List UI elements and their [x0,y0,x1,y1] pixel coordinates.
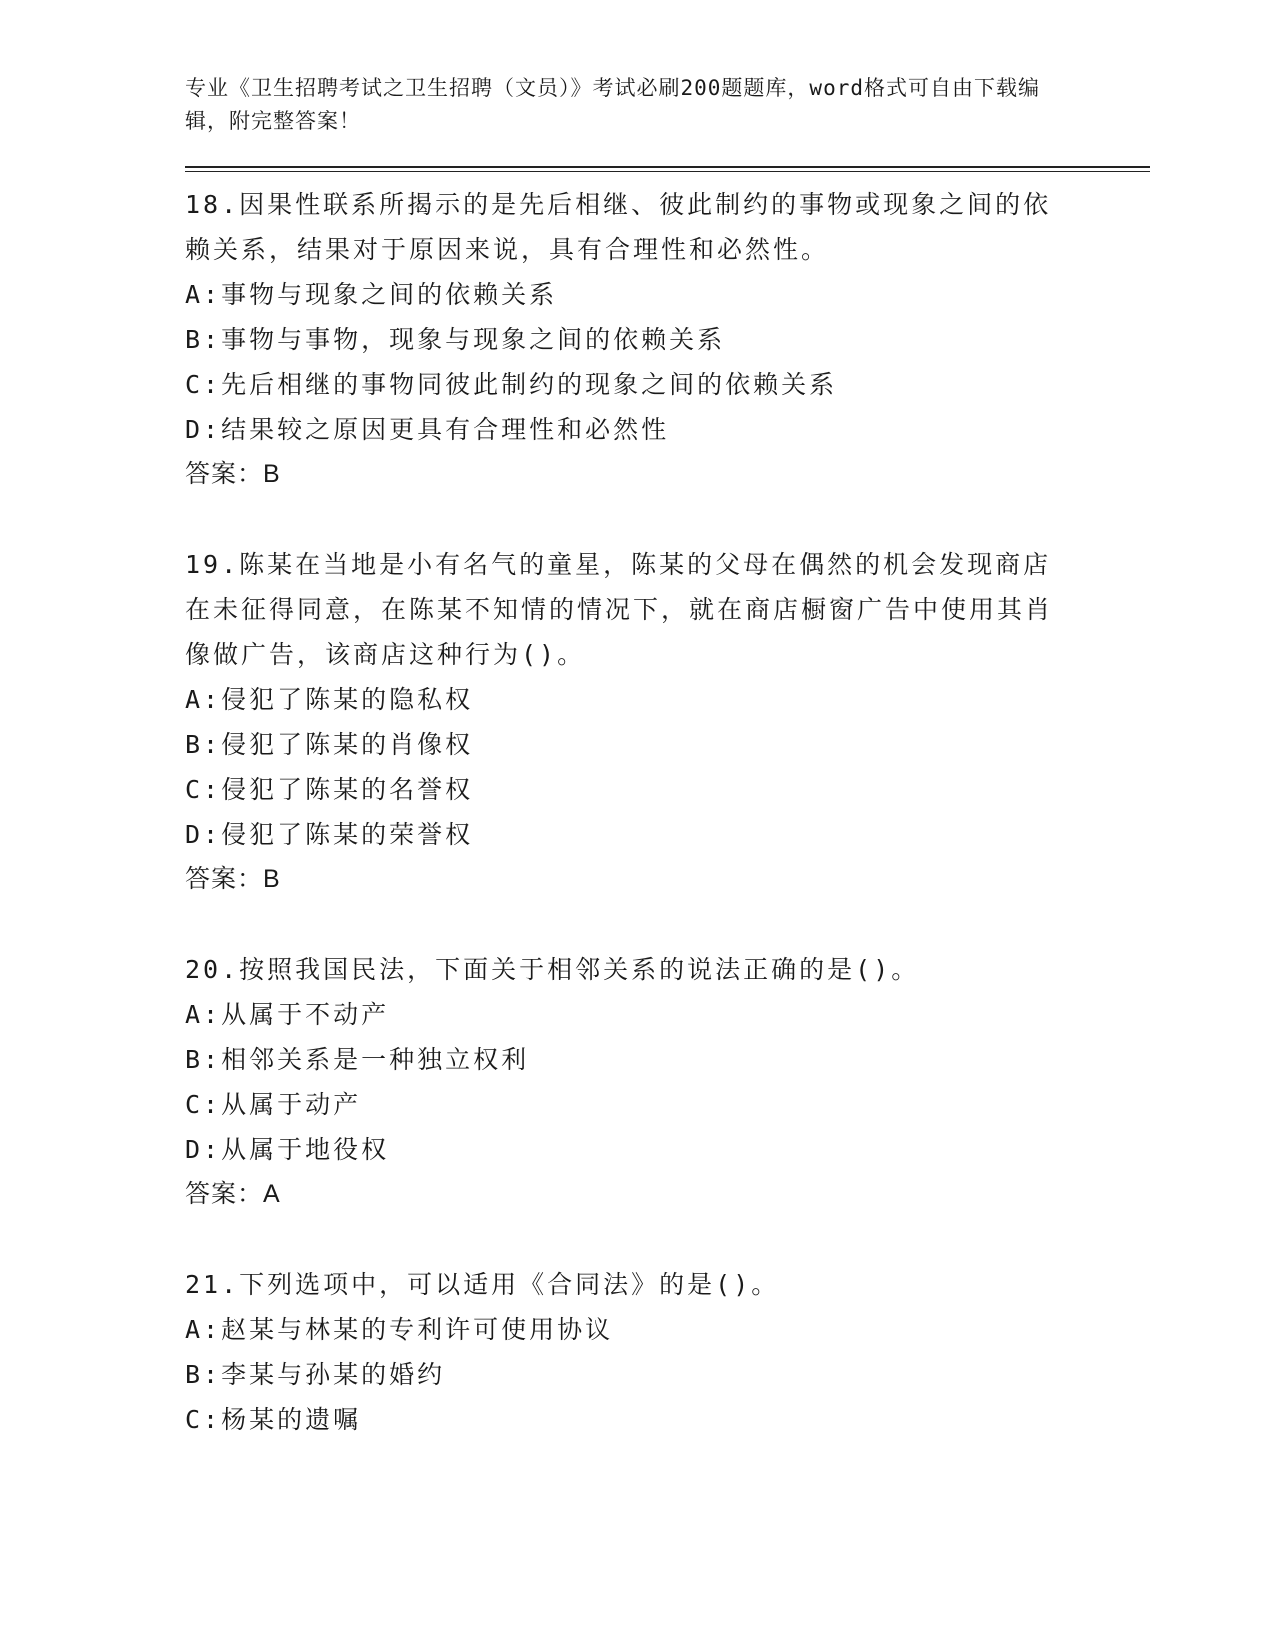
option-text: 从属于地役权 [221,1135,390,1164]
option-letter: D: [185,1135,222,1164]
option-a [185,992,1150,1037]
option-letter: A: [185,1000,222,1029]
option-text: 李某与孙某的婚约 [221,1360,446,1389]
option-letter: C: [185,370,222,399]
option-text: 从属于不动产 [221,1000,390,1029]
option-text: 事物与现象之间的依赖关系 [221,280,558,309]
option-text: 先后相继的事物同彼此制约的现象之间的依赖关系 [221,370,838,399]
option-b [185,317,1150,362]
option-text: 侵犯了陈某的肖像权 [221,730,474,759]
question-answer: 答案：B [185,460,281,488]
option-c [185,362,1150,407]
option-a [185,1307,1150,1352]
option-letter: B: [185,730,222,759]
question-18 [185,182,1150,497]
option-d [185,407,1150,452]
question-21 [185,1262,1150,1442]
option-letter: B: [185,1360,222,1389]
option-letter: B: [185,1045,222,1074]
question-stem: 18.因果性联系所揭示的是先后相继、彼此制约的事物或现象之间的依赖关系，结果对于原因来说，具有合理性和必然性。 [185,190,1052,264]
option-b [185,1037,1150,1082]
option-letter: C: [185,1405,222,1434]
question-list [185,182,1150,1442]
option-a [185,272,1150,317]
option-letter: A: [185,685,222,714]
option-letter: D: [185,820,222,849]
document-header: 专业《卫生招聘考试之卫生招聘（文员）》考试必刷200题题库，word格式可自由下载编辑，附完整答案！ [185,76,1040,133]
option-text: 相邻关系是一种独立权利 [221,1045,530,1074]
option-letter: B: [185,325,222,354]
option-letter: C: [185,1090,222,1119]
option-text: 从属于动产 [221,1090,362,1119]
header-divider [185,166,1150,172]
question-19 [185,542,1150,902]
question-answer: 答案：B [185,865,281,893]
option-text: 结果较之原因更具有合理性和必然性 [221,415,670,444]
option-d [185,812,1150,857]
question-answer: 答案：A [185,1180,281,1208]
question-stem: 21.下列选项中，可以适用《合同法》的是()。 [185,1270,780,1299]
question-stem: 20.按照我国民法，下面关于相邻关系的说法正确的是()。 [185,955,920,984]
question-20 [185,947,1150,1217]
option-letter: A: [185,1315,222,1344]
option-letter: A: [185,280,222,309]
option-b [185,1352,1150,1397]
option-c [185,767,1150,812]
question-stem: 19.陈某在当地是小有名气的童星，陈某的父母在偶然的机会发现商店在未征得同意，在陈某不知情的情况下，就在商店橱窗广告中使用其肖像做广告，该商店这种行为()。 [185,550,1054,669]
option-text: 杨某的遗嘱 [221,1405,362,1434]
option-text: 赵某与林某的专利许可使用协议 [221,1315,614,1344]
option-text: 侵犯了陈某的荣誉权 [221,820,474,849]
option-text: 侵犯了陈某的隐私权 [221,685,474,714]
document-page [185,72,1150,1487]
option-letter: C: [185,775,222,804]
option-c [185,1082,1150,1127]
option-text: 事物与事物，现象与现象之间的依赖关系 [221,325,726,354]
option-a [185,677,1150,722]
option-c [185,1397,1150,1442]
option-letter: D: [185,415,222,444]
option-b [185,722,1150,767]
option-d [185,1127,1150,1172]
option-text: 侵犯了陈某的名誉权 [221,775,474,804]
